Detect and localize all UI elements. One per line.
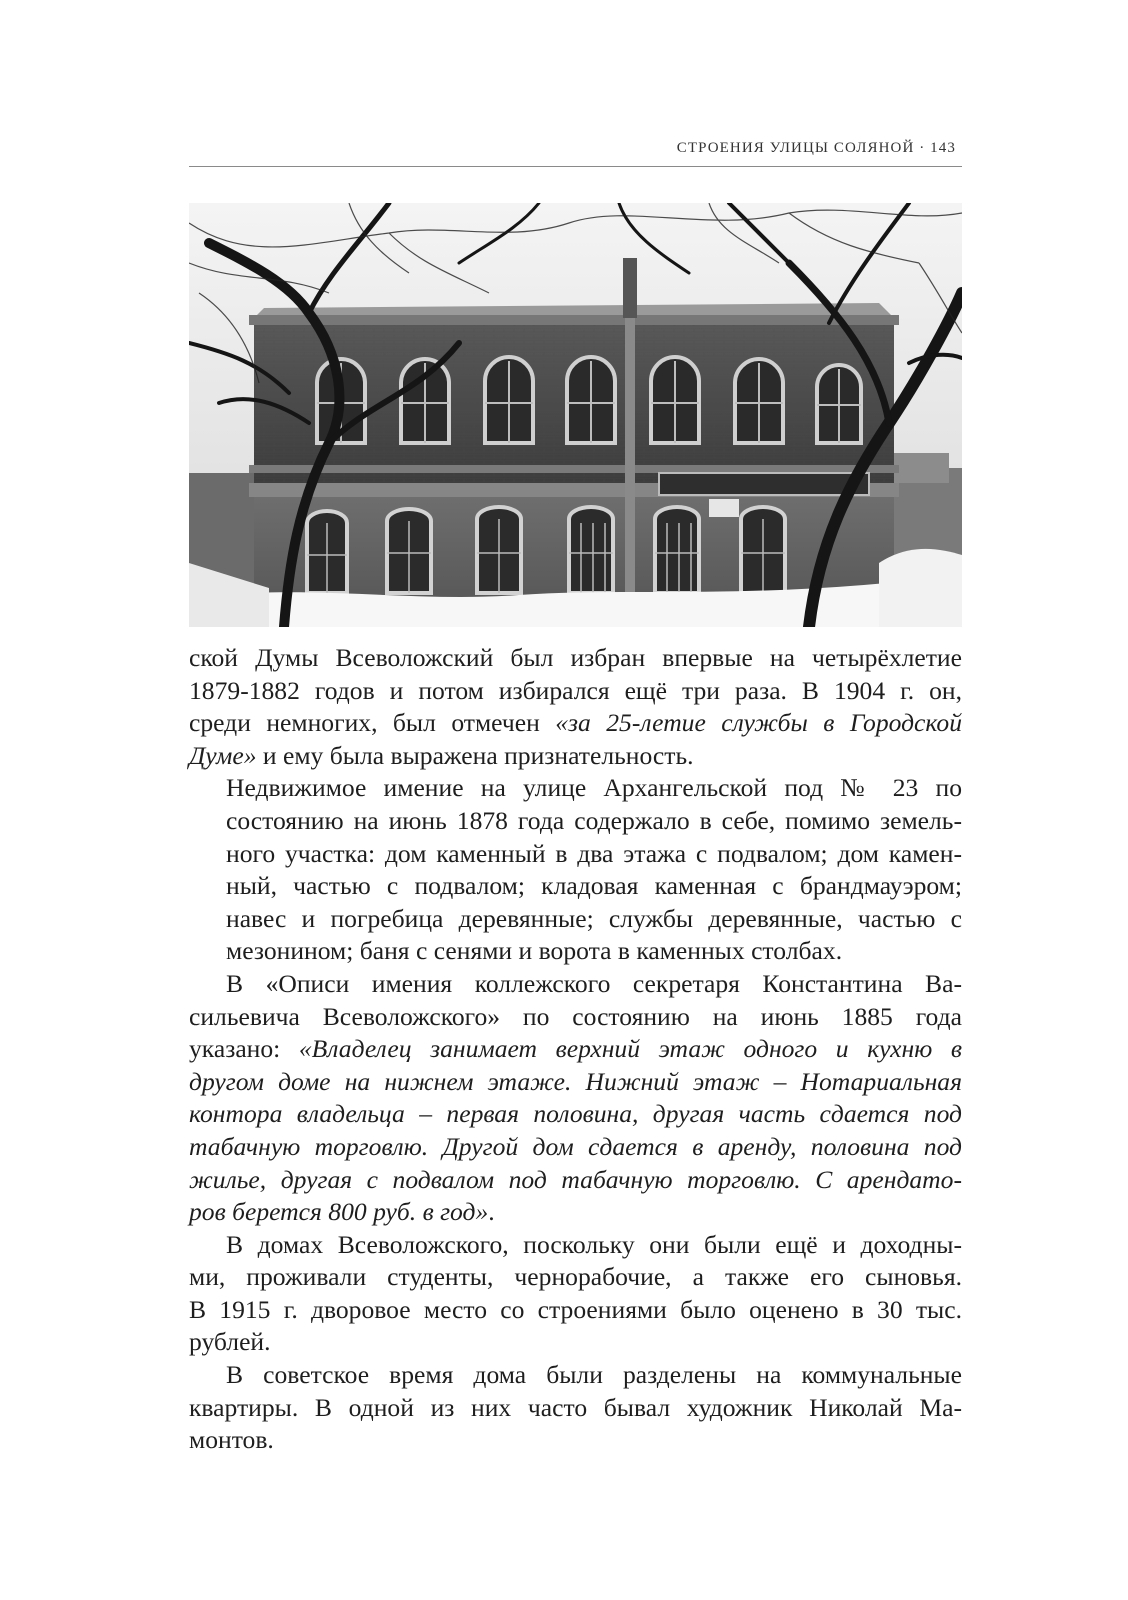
text-line <box>189 1033 962 1066</box>
text-line <box>189 707 962 740</box>
text-line: В советское время дома были разделены на коммунальные <box>226 1360 962 1390</box>
text-line: 1879-1882 годов и потом избирался ещё три раза. В 1904 г. он, <box>189 675 962 705</box>
text-line: В 1915 г. дворовое место со строениями было оценено в 30 тыс. <box>189 1294 962 1324</box>
text-run: среди немногих, был отмечен <box>189 708 556 738</box>
running-title: СТРОЕНИЯ УЛИЦЫ СОЛЯНОЙ · 143 <box>676 140 956 156</box>
text-line: В «Описи имения коллежского секретаря Константина Ва- <box>226 968 962 998</box>
text-line: ный, частью с подвалом; кладовая каменная с брандмауэром; <box>226 871 962 901</box>
paragraph-5 <box>189 1359 962 1457</box>
text-line <box>189 1131 962 1164</box>
text-line <box>189 1164 962 1197</box>
text-line: мезонином; баня с сенями и ворота в каменных столбах. <box>226 936 843 966</box>
italic-quote: жилье, другая с подвалом под табачную торговлю. С арендато- <box>189 1164 962 1194</box>
paragraph-4 <box>189 1229 962 1359</box>
italic-quote: табачную торговлю. Другой дом сдается в аренду, половина под <box>189 1131 962 1161</box>
text-line: квартиры. В одной из них часто бывал художник Николай Ма- <box>189 1392 962 1422</box>
text-line: ской Думы Всеволожский был избран впервые на четырёхлетие <box>189 643 962 672</box>
text-run: и ему была выражена признательность. <box>256 740 694 770</box>
paragraph-3 <box>189 968 962 1229</box>
text-line <box>189 1066 962 1099</box>
text-run: указано: <box>189 1034 299 1064</box>
text-run: . <box>488 1197 495 1227</box>
text-line: ного участка: дом каменный в два этажа с подвалом; дом камен- <box>226 838 962 868</box>
text-line <box>189 1098 962 1131</box>
italic-quote: ров берется 800 руб. в год» <box>189 1197 489 1227</box>
text-line <box>189 1196 962 1229</box>
text-line: В домах Всеволожского, поскольку они были ещё и доходны- <box>226 1229 962 1259</box>
text-line: сильевича Всеволожского» по состоянию на июнь 1885 года <box>189 1001 962 1031</box>
text-line: рублей. <box>189 1327 271 1357</box>
text-line: ми, проживали студенты, чернорабочие, а также его сыновья. <box>189 1262 962 1292</box>
building-photo <box>189 203 962 627</box>
text-line: навес и погребица деревянные; службы деревянные, частью с <box>226 903 962 933</box>
italic-quote: «Владелец занимает верхний этаж одного и кухню в <box>298 1034 962 1064</box>
paragraph-1 <box>189 642 962 772</box>
text-line: монтов. <box>189 1425 274 1455</box>
italic-quote: Думе» <box>189 740 257 770</box>
building-photo-drawing <box>189 203 962 627</box>
text-line: Недвижимое имение на улице Архангельской под № 23 по <box>226 773 962 803</box>
italic-quote: контора владельца – первая половина, другая часть сдается под <box>189 1099 962 1129</box>
italic-quote: другом доме на нижнем этаже. Нижний этаж – Нотариальная <box>189 1066 962 1096</box>
italic-quote: «за 25-летие службы в Городской <box>555 708 963 738</box>
body-text <box>189 642 962 1457</box>
text-line <box>189 740 962 773</box>
text-line: состоянию на июнь 1878 года содержало в себе, помимо земель- <box>226 805 962 835</box>
running-header <box>189 136 962 167</box>
paragraph-2 <box>189 772 962 968</box>
